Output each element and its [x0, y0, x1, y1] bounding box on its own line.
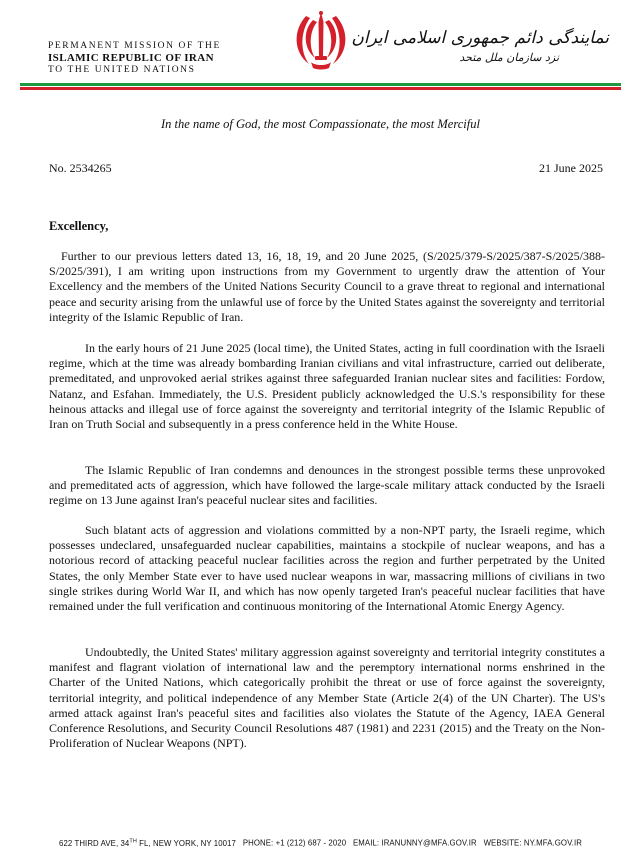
footer-phone: PHONE: +1 (212) 687 - 2020: [242, 838, 347, 848]
mission-name-persian: [351, 26, 609, 66]
mission-line-1: PERMANENT MISSION OF THE: [48, 41, 221, 51]
red-stripe: [20, 87, 621, 90]
mission-line-2: ISLAMIC REPUBLIC OF IRAN: [48, 52, 214, 64]
address-street: 622 THIRD AVE, 34: [59, 838, 130, 848]
paragraph-4: Such blatant acts of aggression and violations committed by a non-NPT party, the Israeli regime, which possesses undeclared, unsafeguarded nuclear capabilities, maintains a stockpile of nuclear weapons, and has a notorious record of attacking peaceful nuclear facilities across the region and further perpetrated by the United States, the only Member State ever to have used nuclear weapons in war, massacring millions of civilians in two single strikes during World War II, and which has now openly targeted Iran's peaceful nuclear facilities that have remained under the full verification and continuous monitoring of the International Atomic Energy Agency.: [49, 523, 605, 614]
iran-emblem-icon: [293, 8, 349, 72]
salutation: Excellency,: [49, 219, 109, 233]
reference-number: No. 2534265: [49, 161, 112, 175]
paragraph-5: Undoubtedly, the United States' military aggression against sovereignty and territorial integrity constitutes a manifest and flagrant violation of international law and the peremptory international norms enshrined in the Charter of the United Nations, which categorically prohibit the threat or use of force against the sovereignty, territorial integrity, and political independence of any Member State (Article 2(4) of the UN Charter). The US's armed attack against Iran's peaceful sites and facilities also violates the Statute of the Agency, IAEA General Conference Resolutions, and Security Council Resolutions 487 (1981) and 2231 (2015) and the Treaty on the Non-Proliferation of Nuclear Weapons (NPT).: [49, 645, 605, 751]
flag-stripes: [20, 83, 621, 90]
paragraph-1: Further to our previous letters dated 13, 16, 18, 19, and 20 June 2025, (S/2025/379-S/2025/387-S/2025/388-S/2025/391), I am writing upon instructions from my Government to urgently draw the attention of Your Excellency and the members of the United Nations Security Council to a grave threat to regional and international peace and security arising from the unlawful use of force by the United States against the sovereignty and territorial integrity of the Islamic Republic of Iran.: [49, 249, 605, 324]
footer-contact: [0, 838, 641, 848]
footer-address: [59, 839, 236, 848]
address-city: FL, NEW YORK, NY 10017: [136, 838, 236, 848]
paragraph-2: In the early hours of 21 June 2025 (local time), the United States, acting in full coordination with the Israeli regime, which at the time was already bombarding Iranian civilians and vital infrastructure, carried out deliberate, premeditated, and unprovoked aerial strikes against three safeguarded Iranian nuclear sites and facilities: Fordow, Natanz, and Esfahan. Immediately, the U.S. President publicly acknowledged the U.S.'s responsibility for these heinous attacks and illegal use of force against the sovereignty and territorial integrity of the Islamic Republic of Iran on Truth Social and subsequently in a press conference held in the White House.: [49, 341, 605, 432]
mission-name-english: [48, 40, 248, 76]
address-ordinal: TH: [129, 838, 137, 844]
footer-website[interactable]: WEBSITE: NY.MFA.GOV.IR: [483, 838, 582, 848]
invocation: In the name of God, the most Compassionate, the most Merciful: [161, 117, 480, 131]
footer-email[interactable]: EMAIL: IRANUNNY@MFA.GOV.IR: [353, 838, 477, 848]
persian-line-2: نزد سازمان ملل متحد: [459, 51, 559, 64]
persian-line-1: نمایندگی دائم جمهوری اسلامی ایران: [351, 28, 609, 48]
letter-date: 21 June 2025: [539, 161, 603, 175]
mission-line-3: TO THE UNITED NATIONS: [48, 65, 196, 75]
paragraph-3: The Islamic Republic of Iran condemns and denounces in the strongest possible terms these unprovoked and premeditated acts of aggression, which have followed the large-scale military attack conducted by the Israeli regime on 13 June against Iran's peaceful nuclear sites and facilities.: [49, 463, 605, 508]
